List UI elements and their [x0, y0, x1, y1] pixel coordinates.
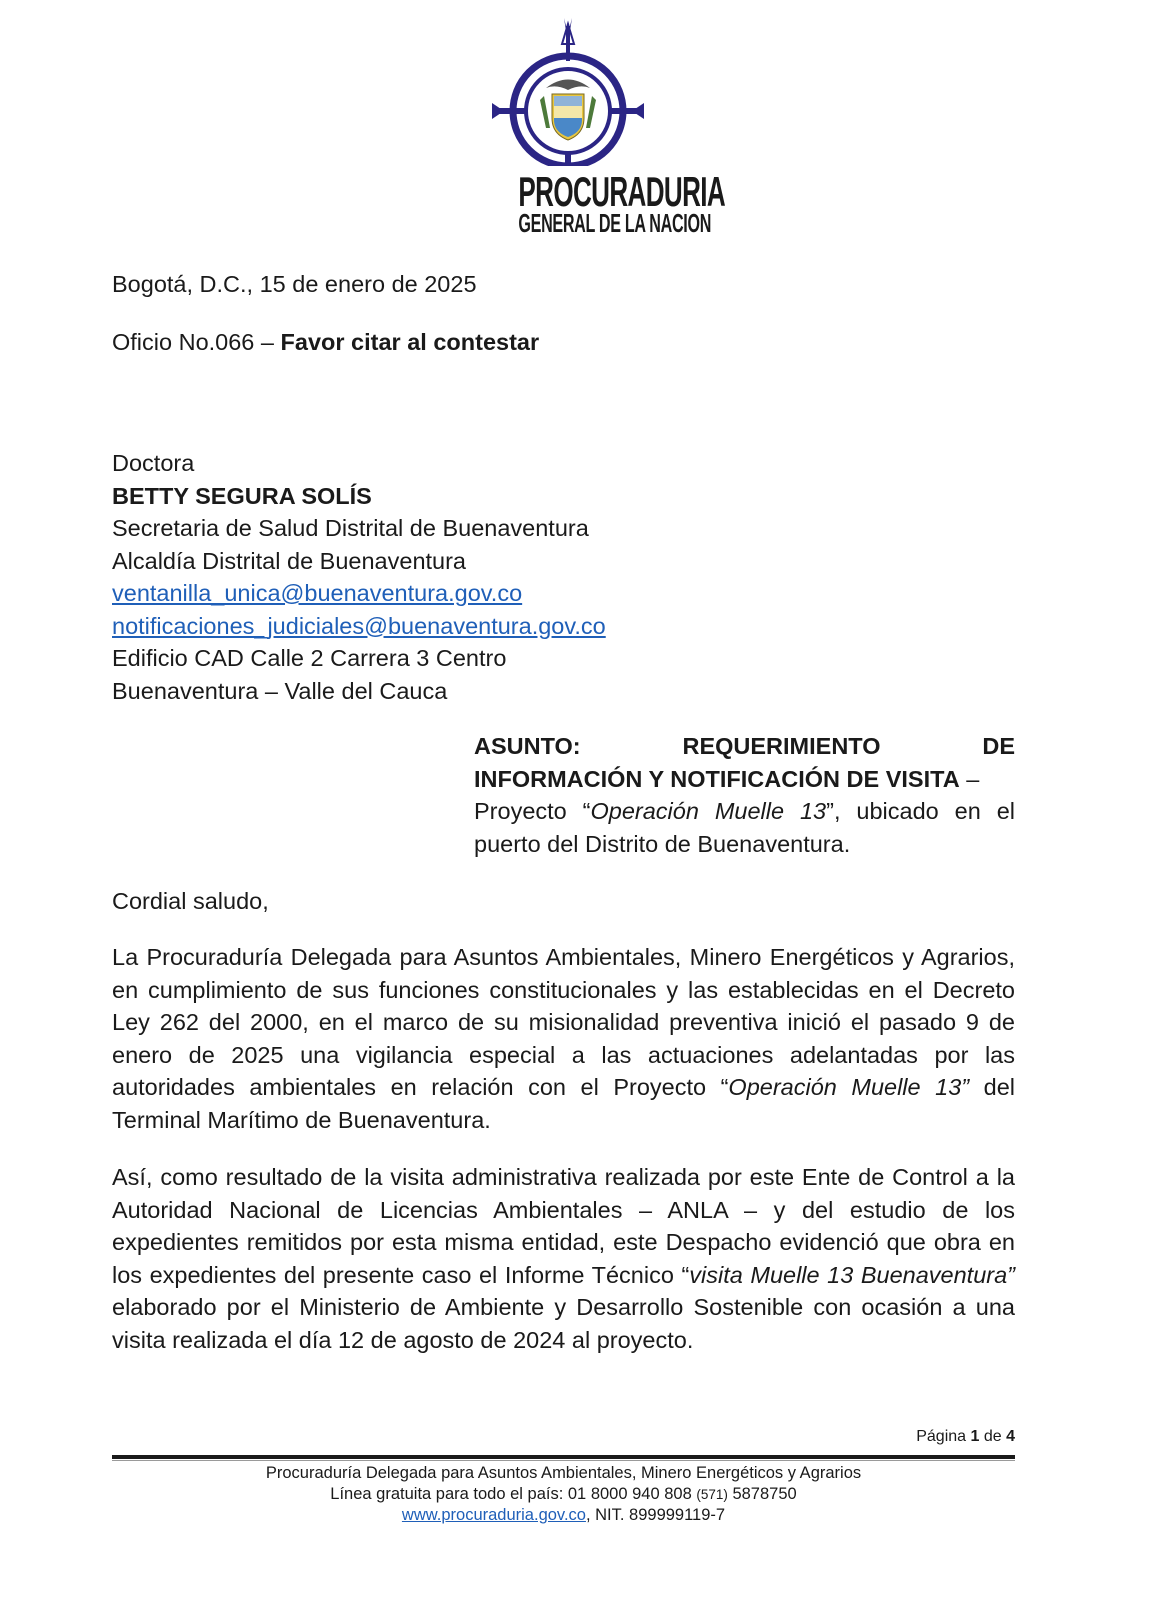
page-current: 1	[970, 1428, 980, 1445]
procuraduria-logo	[488, 16, 726, 238]
recipient-title: Doctora	[112, 450, 195, 476]
paragraph-text: Así, como resultado de la visita administrativa realizada por este Ente de Control a la Autoridad Nacional de Licencias Ambientales – ANLA – y del estudio de los expedientes remitidos por esta misma entidad, este Despacho evidenció que obra en los expedientes del presente caso el Informe Técnico “	[112, 1164, 1015, 1288]
logo-subtitle: GENERAL DE LA NACION	[518, 208, 712, 238]
body-paragraph-2	[112, 1161, 1015, 1356]
footer-divider-shadow	[112, 1460, 1015, 1461]
oficio-reference	[112, 326, 539, 359]
recipient-entity: Alcaldía Distrital de Buenaventura	[112, 547, 467, 574]
website-link[interactable]: www.procuraduria.gov.co	[401, 1506, 586, 1524]
recipient-block	[112, 447, 606, 707]
subject-text: ”, ubicado en el puerto del Distrito de Buenaventura.	[474, 798, 1015, 857]
oficio-instruction: Favor citar al contestar	[280, 329, 540, 355]
recipient-address: Edificio CAD Calle 2 Carrera 3 Centro	[112, 645, 507, 671]
subject-dash: –	[959, 765, 980, 792]
subject-line2	[474, 763, 1015, 796]
subject-label: ASUNTO:	[474, 733, 581, 759]
subject-word: REQUERIMIENTO	[682, 733, 881, 759]
phone-text: Línea gratuita para todo el país: 01 8000 940 808	[330, 1485, 697, 1503]
recipient-city: Buenaventura – Valle del Cauca	[112, 677, 448, 704]
greeting: Cordial saludo,	[112, 888, 269, 914]
coat-of-arms-crosshair-icon	[488, 16, 648, 166]
phone-area-code: (571)	[696, 1487, 728, 1502]
subject-word: DE	[982, 733, 1015, 759]
footer-phone	[112, 1484, 1015, 1505]
footer-web	[112, 1505, 1015, 1526]
date-line: Bogotá, D.C., 15 de enero de 2025	[112, 271, 477, 297]
oficio-number: Oficio No.066 –	[112, 329, 281, 355]
footer-office: Procuraduría Delegada para Asuntos Ambientales, Minero Energéticos y Agrarios	[265, 1464, 862, 1482]
paragraph-text: La Procuraduría Delegada para Asuntos Ambientales, Minero Energéticos y Agrarios, en cumplimiento de sus funciones constitucionales y las establecidas en el Decreto Ley 262 del 2000, en el marco de su misionalidad preventiva inició el pasado 9 de enero de 2025 una vigilancia especial a las actuaciones adelantadas por las autoridades ambientales en relación con el Proyecto “	[112, 944, 1015, 1100]
page-total: 4	[1006, 1428, 1015, 1445]
paragraph-text: elaborado por el Ministerio de Ambiente y Desarrollo Sostenible con ocasión a una visita realizada el día 12 de agosto de 2024 al proyecto.	[112, 1294, 1015, 1353]
recipient-position: Secretaria de Salud Distrital de Buenaventura	[112, 515, 589, 541]
page-label: Página	[916, 1428, 971, 1445]
subject-block	[474, 730, 1015, 860]
project-name: Operación Muelle 13	[590, 798, 827, 824]
project-name: Operación Muelle 13”	[728, 1074, 970, 1100]
body-paragraph-1	[112, 941, 1015, 1136]
subject-line1	[474, 730, 1015, 763]
footer-divider	[112, 1455, 1015, 1459]
subject-text: Proyecto “	[474, 798, 591, 824]
subject-title: INFORMACIÓN Y NOTIFICACIÓN DE VISITA	[474, 765, 960, 792]
recipient-email-ventanilla[interactable]: ventanilla_unica@buenaventura.gov.co	[112, 580, 523, 606]
subject-description	[474, 795, 1015, 860]
recipient-name: BETTY SEGURA SOLÍS	[112, 482, 372, 509]
paragraph-text: del Terminal Marítimo de Buenaventura.	[112, 1074, 1015, 1133]
nit-text: , NIT. 899999119-7	[585, 1506, 726, 1524]
report-title: visita Muelle 13 Buenaventura”	[689, 1261, 1015, 1288]
recipient-email-notificaciones[interactable]: notificaciones_judiciales@buenaventura.gov.co	[112, 612, 606, 639]
logo-title: PROCURADURIA	[518, 168, 726, 215]
footer	[112, 1463, 1015, 1526]
page-label: de	[979, 1428, 1007, 1445]
page-number	[860, 1428, 1015, 1446]
phone-number: 5878750	[727, 1485, 797, 1503]
